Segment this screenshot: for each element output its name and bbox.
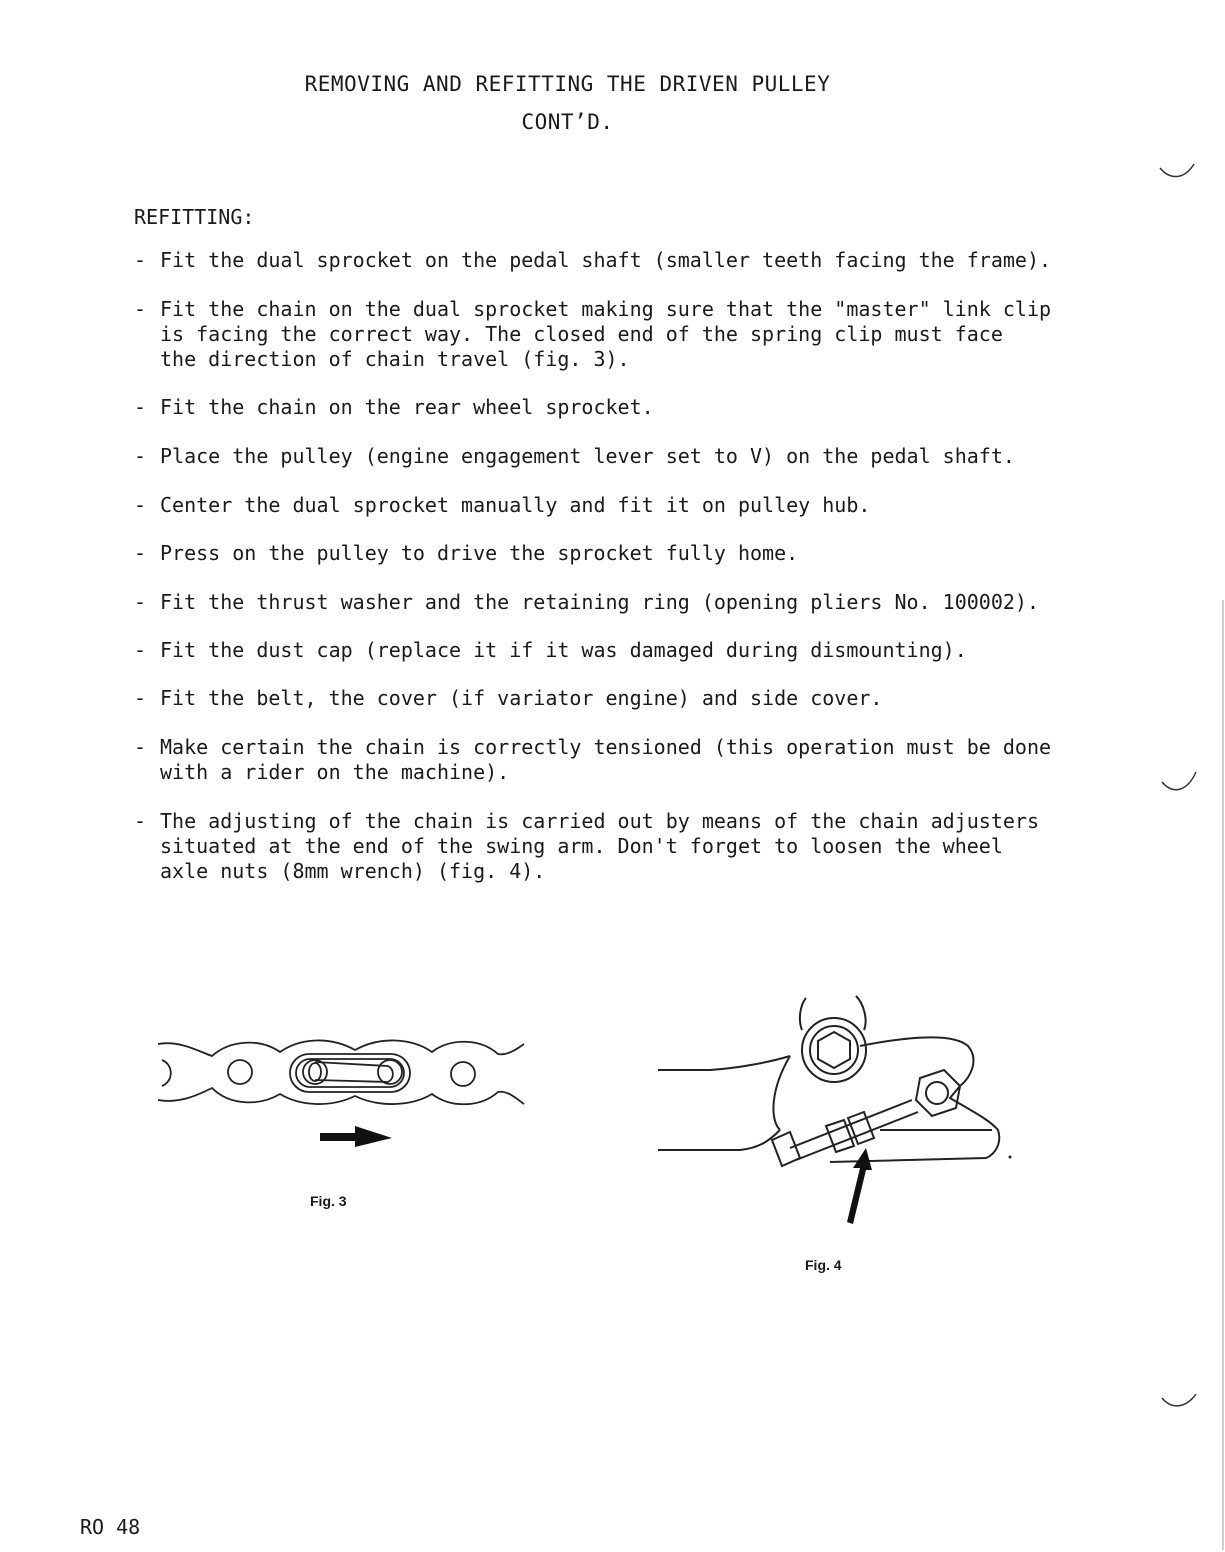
step-item <box>134 590 1039 615</box>
edge-line <box>1222 600 1224 1550</box>
step-dash: - <box>134 590 147 614</box>
step-dash: - <box>134 444 147 468</box>
step-dash: - <box>134 735 147 759</box>
step-text: Fit the dual sprocket on the pedal shaft (smaller teeth facing the frame). <box>160 248 1052 272</box>
step-text: Fit the belt, the cover (if variator engine) and side cover. <box>160 686 883 710</box>
page-subtitle: CONT’D. <box>521 110 614 134</box>
step-text: Fit the chain on the dual sprocket making sure that the "master" link clip is facing the correct way. The closed end of the spring clip must face the direction of chain travel (fig. 3). <box>160 297 1052 371</box>
fig4-label: Fig. 4 <box>805 1257 842 1273</box>
step-text: Center the dual sprocket manually and fit it on pulley hub. <box>160 493 871 517</box>
step-item <box>134 735 1051 785</box>
step-text: The adjusting of the chain is carried out by means of the chain adjusters situated at the end of the swing arm. Don't forget to loosen the wheel axle nuts (8mm wrench) (fig. 4). <box>160 809 1039 883</box>
step-text: Place the pulley (engine engagement lever set to V) on the pedal shaft. <box>160 444 1015 468</box>
margin-mark <box>1160 770 1200 800</box>
step-item <box>134 395 654 420</box>
margin-mark <box>1158 160 1198 190</box>
step-dash: - <box>134 541 147 565</box>
step-dash: - <box>134 248 147 272</box>
chain-illustration <box>150 1030 540 1160</box>
step-dash: - <box>134 297 147 321</box>
step-item <box>134 809 1039 884</box>
page-title: REMOVING AND REFITTING THE DRIVEN PULLEY <box>304 72 831 96</box>
fig3-label: Fig. 3 <box>310 1193 347 1209</box>
step-item <box>134 541 798 566</box>
step-dash: - <box>134 686 147 710</box>
step-text: Make certain the chain is correctly tensioned (this operation must be done with a rider on the machine). <box>160 735 1052 784</box>
step-item <box>134 444 1015 469</box>
margin-mark <box>1160 1390 1200 1420</box>
step-item <box>134 686 882 711</box>
step-text: Press on the pulley to drive the sprocket fully home. <box>160 541 799 565</box>
page-code: RO 48 <box>80 1515 141 1539</box>
step-item <box>134 248 1051 273</box>
section-heading: REFITTING: <box>134 205 255 229</box>
step-text: Fit the chain on the rear wheel sprocket. <box>160 395 654 419</box>
step-dash: - <box>134 493 147 517</box>
step-item <box>134 493 870 518</box>
step-item <box>134 297 1051 372</box>
step-item <box>134 638 967 663</box>
step-dash: - <box>134 395 147 419</box>
chain-adjuster-illustration <box>650 990 1030 1230</box>
step-text: Fit the dust cap (replace it if it was damaged during dismounting). <box>160 638 967 662</box>
step-text: Fit the thrust washer and the retaining ring (opening pliers No. 100002). <box>160 590 1039 614</box>
step-dash: - <box>134 638 147 662</box>
step-dash: - <box>134 809 147 833</box>
